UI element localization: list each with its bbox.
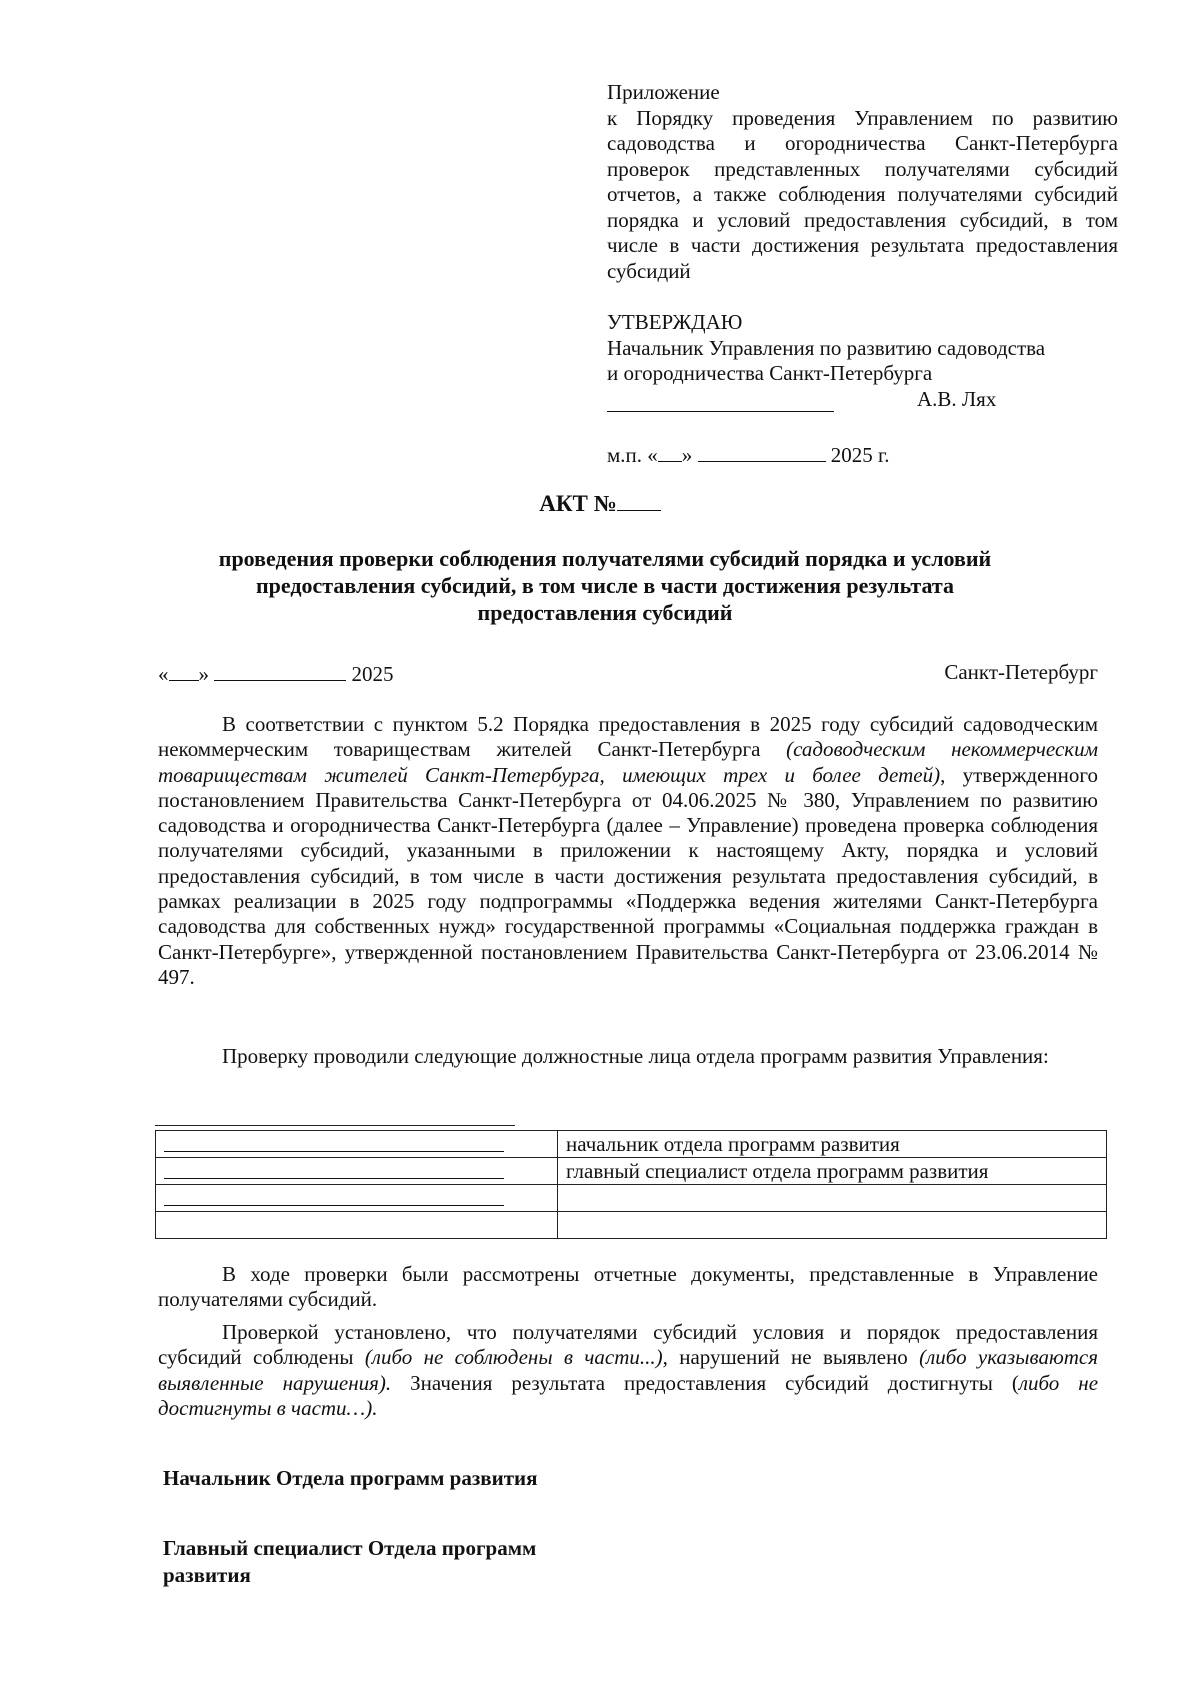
signature-blank	[607, 411, 834, 412]
approval-signer-name: А.В. Лях	[917, 386, 997, 411]
signature-specialist: Главный специалист Отдела программ развития	[163, 1536, 537, 1587]
approval-heading: УТВЕРЖДАЮ	[607, 310, 743, 334]
table-row	[156, 1185, 1107, 1212]
act-title: АКТ №	[0, 490, 1200, 517]
official-name-cell	[156, 1185, 558, 1212]
date-month-blank	[214, 660, 346, 681]
day-blank	[658, 441, 682, 462]
paragraph-findings: Проверкой установлено, что получателями субсидий условия и порядок предоставления субсидий соблюдены (либо не соблюдены в части...), нарушений не выявлено (либо указываются выявленные нарушения). Значения результата предоставления субсидий достигнуты (либо не достигнуты в части…).	[158, 1320, 1099, 1420]
officials-table	[155, 1130, 1107, 1239]
appendix-text: к Порядку проведения Управлением по развитию садоводства и огородничества Санкт-Петербурга проверок представленных получателями субсидий отчетов, а также соблюдения получателями субсидий порядка и условий предоставления субсидий, в том числе в части достижения результата предоставления субсидий	[607, 105, 1118, 283]
paragraph-documents: В ходе проверки были рассмотрены отчетные документы, представленные в Управление получателями субсидий.	[158, 1262, 1098, 1312]
table-row	[156, 1131, 1107, 1158]
appendix-block	[607, 80, 1118, 284]
paragraph-basis: В соответствии с пунктом 5.2 Порядка предоставления в 2025 году субсидий садоводческим некоммерческим товариществам жителей Санкт-Петербурга (садоводческим некоммерческим товариществам жителей Санкт-Петербурга, имеющих трех и более детей), утвержденного постановлением Правительства Санкт-Петербурга от 04.06.2025 № 380, Управлением по развитию садоводства и огородничества Санкт-Петербурга (далее – Управление) проведена проверка соблюдения получателями субсидий, указанными в приложении к настоящему Акту, порядка и условий предоставления субсидий, в том числе в части достижения результата предоставления субсидий, в рамках реализации в 2025 году подпрограммы «Поддержка ведения жителями Санкт-Петербурга садоводства для собственных нужд» государственной программы «Социальная поддержка граждан в Санкт-Петербурге», утвержденной постановлением Правительства Санкт-Петербурга от 23.06.2014 № 497.	[158, 712, 1098, 989]
approval-year: 2025 г.	[830, 443, 890, 467]
date-year: 2025	[351, 662, 394, 686]
official-position-cell: начальник отдела программ развития	[558, 1131, 1107, 1158]
signature-head: Начальник Отдела программ развития	[163, 1466, 538, 1490]
act-number-blank	[617, 490, 661, 511]
approval-position-line1: Начальник Управления по развитию садоводства	[607, 335, 1046, 360]
city-name: Санкт-Петербург	[944, 660, 1098, 684]
mp-quote-close: »	[681, 443, 693, 467]
paragraph-basis-italic: (садоводческим некоммерческим товариществам жителей Санкт-Петербурга, имеющих трех и более детей)	[158, 737, 1098, 787]
approval-position-line2: и огородничества Санкт-Петербурга	[607, 361, 933, 385]
official-name-cell	[156, 1158, 558, 1185]
stamp-date-line	[607, 441, 890, 468]
mp-prefix: м.п. «	[607, 443, 658, 467]
date-open-quote: «	[158, 662, 169, 686]
appendix-heading: Приложение	[607, 80, 720, 104]
month-blank	[698, 441, 826, 462]
table-top-line	[155, 1125, 515, 1126]
approval-signature-line	[607, 387, 1127, 415]
approval-block	[607, 310, 1127, 415]
official-position-cell	[558, 1185, 1107, 1212]
date-day-blank	[169, 660, 199, 681]
official-name-cell	[156, 1212, 558, 1239]
official-position-cell	[558, 1212, 1107, 1239]
place-date-line	[158, 660, 1098, 687]
official-name-cell	[156, 1131, 558, 1158]
official-position-cell: главный специалист отдела программ развития	[558, 1158, 1107, 1185]
table-row	[156, 1158, 1107, 1185]
date-close-quote: »	[198, 662, 209, 686]
table-row	[156, 1212, 1107, 1239]
act-subject: проведения проверки соблюдения получателями субсидий порядка и условий предоставления субсидий, в том числе в части достижения результата предоставления субсидий	[218, 546, 992, 625]
paragraph-officials: Проверку проводили следующие должностные лица отдела программ развития Управления:	[222, 1044, 1049, 1068]
